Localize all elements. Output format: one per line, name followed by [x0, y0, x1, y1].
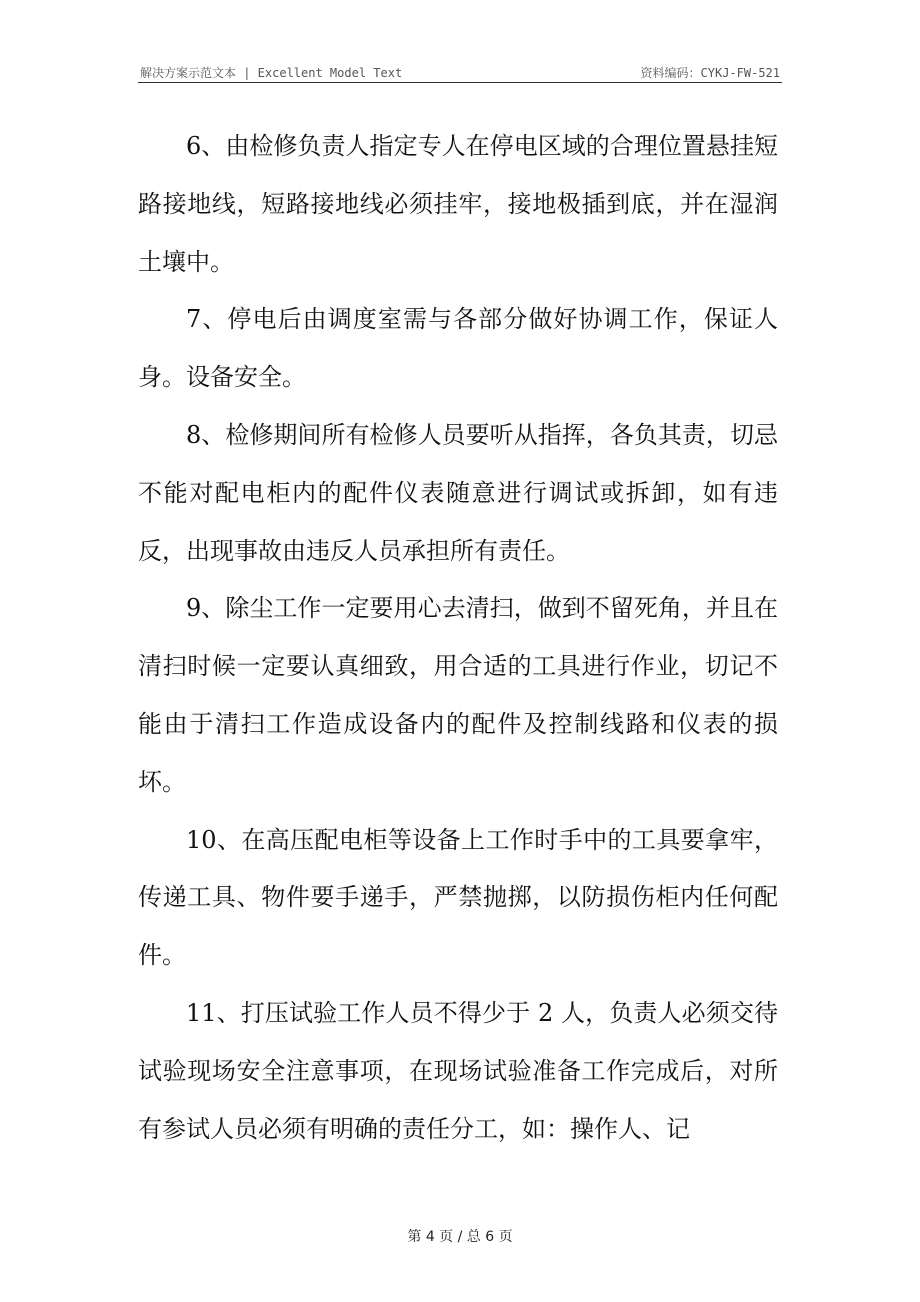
paragraph-item-8: 8、检修期间所有检修人员要听从指挥，各负其责，切忌不能对配电柜内的配件仪表随意进行调试或拆卸，如有违反，出现事故由违反人员承担所有责任。 [138, 420, 778, 565]
paragraph-item-6: 6、由检修负责人指定专人在停电区域的合理位置悬挂短路接地线，短路接地线必须挂牢，接地极插到底，并在湿润土壤中。 [138, 132, 778, 276]
page-footer [0, 1226, 920, 1246]
page-header [138, 62, 782, 83]
document-body [138, 118, 778, 1158]
paragraph-item-10: 10、在高压配电柜等设备上工作时手中的工具要拿牢，传递工具、物件要手递手，严禁抛掷，以防损伤柜内任何配件。 [138, 825, 778, 970]
paragraph-item-11: 11、打压试验工作人员不得少于 2 人，负责人必须交待试验现场安全注意事项，在现场试验准备工作完成后，对所有参试人员必须有明确的责任分工，如：操作人、记 [138, 998, 778, 1143]
header-document-code: 资料编码：CYKJ-FW-521 [640, 66, 780, 80]
header-title: 解决方案示范文本 | Excellent Model Text [140, 66, 403, 80]
paragraph-item-7: 7、停电后由调度室需与各部分做好协调工作，保证人身。设备安全。 [138, 305, 778, 392]
paragraph-item-9: 9、除尘工作一定要用心去清扫，做到不留死角，并且在清扫时候一定要认真细致，用合适的工具进行作业，切记不能由于清扫工作造成设备内的配件及控制线路和仪表的损坏。 [138, 594, 778, 796]
page-number: 第 4 页 / 总 6 页 [407, 1229, 513, 1245]
